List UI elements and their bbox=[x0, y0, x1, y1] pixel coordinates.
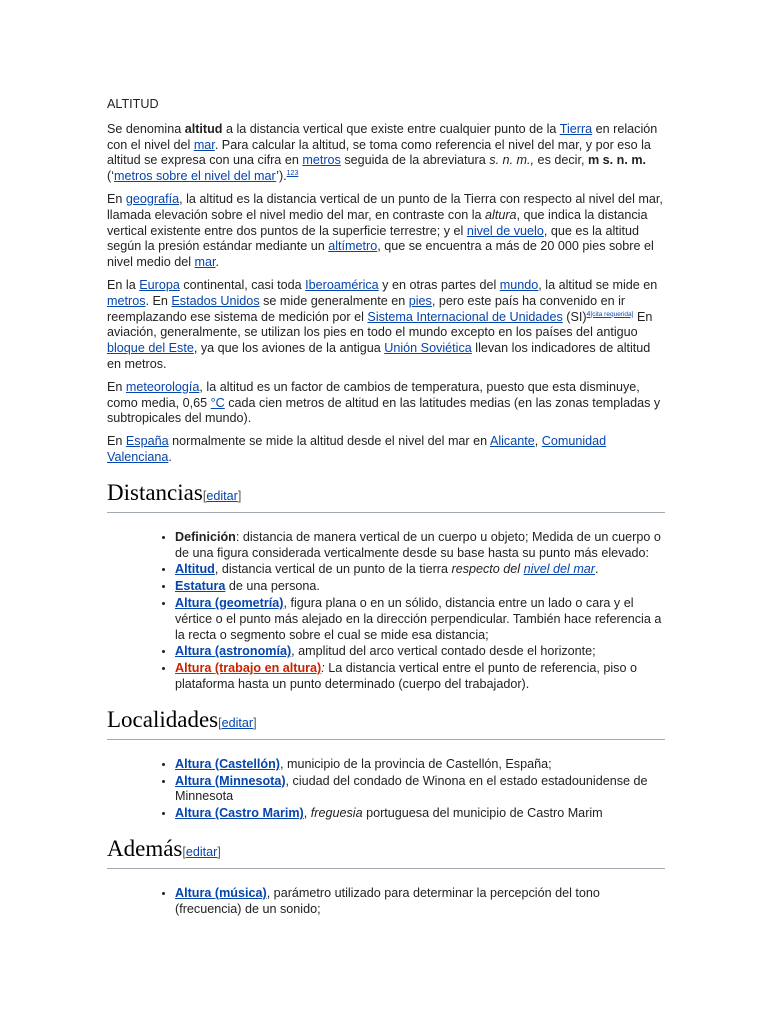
link-europa[interactable]: Europa bbox=[139, 277, 180, 292]
link-altura-astronomia[interactable]: Altura (astronomía) bbox=[175, 644, 292, 659]
edit-section: [editar] bbox=[202, 488, 242, 503]
link-pies[interactable]: pies bbox=[408, 293, 432, 308]
link-metros-sobre-nivel-mar[interactable]: metros sobre el nivel del mar bbox=[114, 169, 277, 184]
section-heading-ademas: Además[editar] bbox=[107, 834, 665, 869]
link-metros-2[interactable]: metros bbox=[107, 293, 146, 308]
paragraph-europa: En la Europa continental, casi toda Iberoamérica y en otras partes del mundo, la altitud se mide en metros. En Estados Unidos se mide generalmente en pies, pero este país ha convenido en ir reemplazando ese sistema de medición por el Sistema Internacional de Unidades (SI)$^{4[cita requerida]}$ En aviación, generalmente, se utilizan los pies en todo el mundo excepto en los países del antiguo bloque del Este, ya que los aviones de la antigua Unión Soviética llevan los indicadores de altitud en metros. bbox=[107, 277, 658, 371]
list-item: • Altura (Castro Marim), freguesia portuguesa del municipio de Castro Marim bbox=[175, 806, 665, 822]
paragraph-intro: Se denomina altitud a la distancia vertical que existe entre cualquier punto de la Tierra en relación con el nivel del mar. Para calcular la altitud, se toma como referencia el nivel del mar, y por eso la altitud se expresa con una cifra en metros seguida de la abreviatura s. n. m., es decir, m s. n. m. (‘metros sobre el nivel del mar’).$^{123}$ bbox=[107, 121, 658, 184]
link-celsius[interactable]: °C bbox=[210, 395, 225, 410]
link-altura-castellon[interactable]: Altura (Castellón) bbox=[175, 756, 280, 771]
edit-link-localidades[interactable]: editar bbox=[221, 715, 254, 730]
link-sistema-internacional[interactable]: Sistema Internacional de Unidades bbox=[367, 309, 563, 324]
link-altura-musica[interactable]: Altura (música) bbox=[175, 885, 267, 900]
link-alicante[interactable]: Alicante bbox=[489, 434, 535, 449]
link-mar-2[interactable]: mar bbox=[194, 255, 216, 270]
link-union-sovietica[interactable]: Unión Soviética bbox=[384, 341, 472, 356]
reference-link-4[interactable]: 4 bbox=[586, 310, 591, 318]
link-altimetro[interactable]: altímetro bbox=[328, 239, 378, 254]
link-espana[interactable]: España bbox=[125, 434, 169, 449]
paragraph-geografia: En geografía, la altitud es la distancia vertical de un punto de la Tierra con respecto al nivel del mar, llamada elevación sobre el nivel medio del mar, en contraste con la altura, que indica la distancia vertical existente entre dos puntos de la superficie terrestre; y el nivel de vuelo, que es la altitud según la presión estándar mediante un altímetro, que se encuentra a más de 20 000 pies sobre el nivel medio del mar. bbox=[107, 191, 663, 270]
link-comunidad-valenciana[interactable]: Comunidad Valenciana bbox=[107, 434, 607, 464]
list-localidades bbox=[107, 757, 665, 822]
link-estatura[interactable]: Estatura bbox=[175, 579, 226, 594]
paragraph-meteorologia: En meteorología, la altitud es un factor de cambios de temperatura, puesto que esta disminuye, como media, 0,65 °C cada cien metros de altitud en las latitudes medias (en las zonas templadas y subtropicales del mundo). bbox=[107, 379, 661, 426]
edit-link-distancias[interactable]: editar bbox=[206, 488, 238, 503]
edit-section: [editar] bbox=[182, 844, 221, 859]
link-meteorologia[interactable]: meteorología bbox=[125, 379, 200, 394]
cita-requerida-link[interactable]: [cita requerida] bbox=[590, 310, 634, 318]
link-mar[interactable]: mar bbox=[193, 137, 215, 152]
list-item: • Altura (Minnesota), ciudad del condado de Winona en el estado estadounidense de Minnesota bbox=[175, 774, 665, 806]
link-nivel-del-mar[interactable]: nivel del mar bbox=[523, 562, 596, 577]
edit-link-ademas[interactable]: editar bbox=[185, 844, 218, 859]
list-item: • Altura (Castellón), municipio de la provincia de Castellón, España; bbox=[175, 757, 665, 773]
link-iberoamerica[interactable]: Iberoamérica bbox=[305, 277, 379, 292]
reference-link[interactable]: 123 bbox=[286, 170, 299, 178]
link-mundo[interactable]: mundo bbox=[499, 277, 539, 292]
list-item: • Definición: distancia de manera vertical de un cuerpo u objeto; Medida de un cuerpo o de una figura considerada verticalmente desde su base hasta su punto más elevado: bbox=[175, 530, 665, 562]
list-item: • Altura (astronomía), amplitud del arco vertical contado desde el horizonte; bbox=[175, 644, 665, 660]
link-estados-unidos[interactable]: Estados Unidos bbox=[171, 293, 260, 308]
list-item: • Altura (música), parámetro utilizado para determinar la percepción del tono (frecuencia) de un sonido; bbox=[175, 886, 665, 918]
link-nivel-de-vuelo[interactable]: nivel de vuelo bbox=[466, 223, 544, 238]
edit-section: [editar] bbox=[218, 715, 257, 730]
link-altitud[interactable]: Altitud bbox=[175, 562, 215, 577]
list-item: • Altura (geometría), figura plana o en un sólido, distancia entre un lado o cara y el vértice o el punto más alejado en la dirección perpendicular. También hace referencia a la recta o segmento sobre el cual se mide esa distancia; bbox=[175, 596, 665, 643]
article-content bbox=[107, 97, 665, 929]
link-geografia[interactable]: geografía bbox=[125, 191, 180, 206]
list-ademas bbox=[107, 886, 665, 918]
link-altura-trabajo[interactable]: Altura (trabajo en altura) bbox=[175, 661, 322, 676]
section-heading-localidades: Localidades[editar] bbox=[107, 705, 665, 740]
list-item: • Estatura de una persona. bbox=[175, 579, 665, 595]
link-altura-minnesota[interactable]: Altura (Minnesota) bbox=[175, 773, 286, 788]
link-metros[interactable]: metros bbox=[302, 153, 341, 168]
section-heading-distancias: Distancias[editar] bbox=[107, 478, 665, 513]
list-item: • Altura (trabajo en altura): La distancia vertical entre el punto de referencia, piso o plataforma hasta un punto determinado (cuerpo del trabajador). bbox=[175, 661, 665, 693]
paragraph-espana: En España normalmente se mide la altitud desde el nivel del mar en Alicante, Comunidad Valenciana. bbox=[107, 434, 607, 464]
link-bloque-del-este[interactable]: bloque del Este bbox=[107, 341, 194, 356]
page-title: ALTITUD bbox=[107, 97, 159, 111]
link-tierra[interactable]: Tierra bbox=[559, 121, 593, 136]
link-altura-geometria[interactable]: Altura (geometría) bbox=[175, 595, 284, 610]
list-item: • Altitud, distancia vertical de un punto de la tierra respecto del nivel del mar. bbox=[175, 562, 665, 578]
link-altura-castro-marim[interactable]: Altura (Castro Marim) bbox=[175, 806, 304, 821]
list-distancias bbox=[107, 530, 665, 693]
